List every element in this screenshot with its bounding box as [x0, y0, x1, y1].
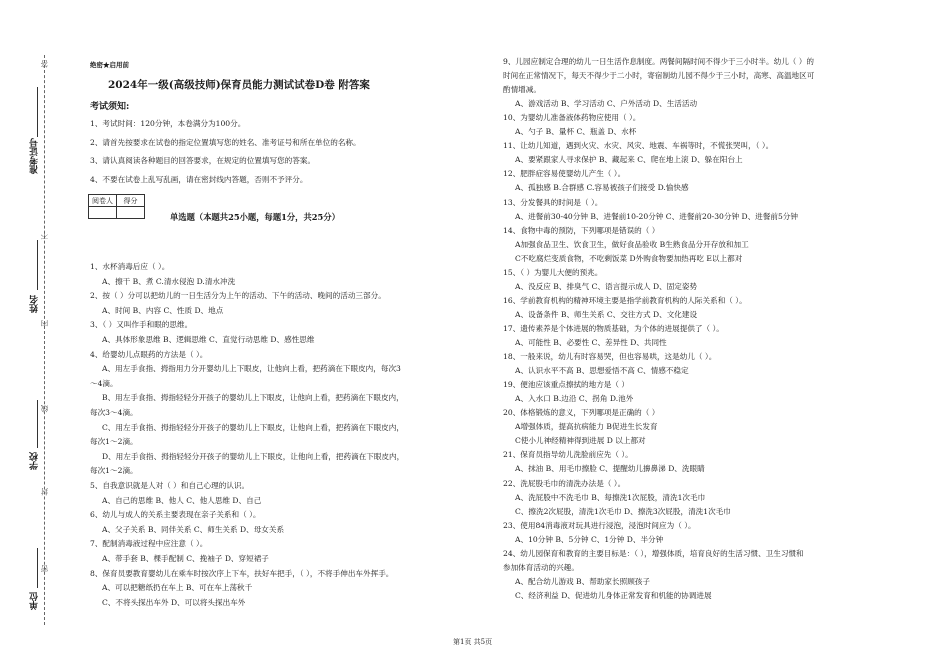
right-text-line: A、设备条件 B、师生关系 C、交往方式 D、文化建设	[515, 309, 698, 319]
right-text-line: 18、一般来说，幼儿有时容易哭，但也容易哄，这是幼儿（ ）。	[503, 352, 717, 362]
left-text-line: 每次1～2滴。	[90, 437, 138, 447]
margin-mark-5: 封	[40, 488, 49, 496]
right-text-line: C、经济利益 D、促进幼儿身体正常发育和机能的协调进展	[515, 590, 712, 600]
right-text-line: 21、保育员指导幼儿洗脸前应先（ ）。	[503, 450, 633, 460]
right-text-line: A、抹油 B、用毛巾擦脸 C、提醒幼儿擤鼻涕 D、洗眼睛	[515, 464, 705, 474]
right-text-line: 13、分发餐具的时间是（ ）。	[503, 197, 603, 207]
margin-mark-6: 密	[40, 565, 49, 573]
right-text-line: 14、食物中毒的预防，下列哪项是错误的（ ）	[503, 225, 660, 235]
right-text-line: 10、为婴幼儿准备液体药物应使用（ ）。	[503, 113, 641, 123]
left-text-line: B、用左手食指、拇指轻轻分开孩子的婴幼儿上下眼皮，让他向上看，把药滴在下眼皮内，	[102, 393, 404, 403]
right-text-line: 17、遗传素养是个体进展的物质基础，为个体的进展提供了（ ）。	[503, 323, 724, 333]
reviewer-blank[interactable]	[89, 207, 117, 219]
left-text-line: A、具体形象思维 B、逻辑思维 C、直觉行动思维 D、感性思维	[102, 335, 315, 344]
right-text-line: 时间在正常情况下，每天不得少于二小时，寄宿制幼儿园不得少于三小时，高寒、高温地区可	[503, 71, 815, 81]
right-text-line: A、游戏活动 B、学习活动 C、户外活动 D、生活活动	[515, 99, 698, 109]
left-text-line: 4、给婴幼儿点眼药的方法是（ ）。	[90, 349, 208, 359]
notice-item: 4、不要在试卷上乱写乱画，请在密封线内答题，否则不予评分。	[90, 174, 308, 184]
left-text-line: 7、配制消毒液过程中应注意（ ）。	[90, 539, 208, 549]
left-text-line: A、用左手食指、拇指用力分开婴幼儿上下眼皮，让他向上看，把药滴在下眼皮内，每次3	[102, 364, 401, 374]
right-text-line: 24、幼儿园保育和教育的主要目标是：（ ），增强体质，培育良好的生活习惯、卫生习惯和	[503, 548, 804, 558]
right-text-line: 22、洗屁股毛巾的清洗办法是（ ）。	[503, 478, 626, 488]
right-text-line: C使小儿神经精神得到进展 D 以上都对	[515, 436, 646, 446]
unit-label: 单位	[30, 592, 40, 610]
name-label: 姓名	[30, 295, 40, 313]
right-text-line: A、入水口 B.边沿 C、拐角 D.池外	[515, 394, 634, 404]
left-text-line: 每次1～2滴。	[90, 466, 138, 476]
score-cell: 得分	[117, 195, 145, 207]
page-title: 2024年一级(高级技师)保育员能力测试试卷D卷 附答案	[108, 79, 370, 91]
unit-fill-line	[37, 548, 38, 588]
left-text-line: A、父子关系 B、同伴关系 C、师生关系 D、母女关系	[102, 524, 285, 534]
right-text-line: 16、学前教育机构的精神环境主要是指学前教育机构的人际关系和（ ）。	[503, 295, 747, 305]
exam-number-fill-line	[37, 87, 38, 137]
notice-item: 1、考试时间：120分钟，本卷满分为100分。	[90, 119, 246, 128]
left-text-line: A、时间 B、内容 C、性质 D、地点	[102, 305, 224, 315]
left-text-line: 5、自我意识就是人对（ ）和自己心理的认识。	[90, 481, 250, 490]
secret-mark: 绝密★启用前	[90, 61, 129, 69]
left-text-line: 8、保育员要教育婴幼儿在乘车时按次序上下车，扶好车把手，（ ），不将手伸出车外挥手。	[90, 568, 394, 578]
page-footer: 第1页 共5页	[453, 638, 493, 646]
margin-mark-1: 答	[40, 60, 49, 68]
left-text-line: C、用左手食指、拇指轻轻分开孩子的婴幼儿上下眼皮，让他向上看，把药滴在下眼皮内，	[102, 422, 404, 432]
right-text-line: 9、儿园应制定合理的幼儿一日生活作息制度。两餐间隔时间不得少于三小时半。幼儿（ ）的	[503, 57, 814, 66]
right-text-line: C、擦洗2次屁股，清洗1次毛巾 D、擦洗3次屁股，清洗1次毛巾	[515, 506, 731, 516]
right-text-line: A、要紧跟家人寻求保护 B、藏起来 C、爬在地上滚 D、躲在阳台上	[515, 155, 743, 165]
right-text-line: A、孤独感 B.合群感 C.容易被孩子们接受 D.愉快感	[515, 183, 689, 193]
right-text-line: A增强体质，提高抗病能力 B促进生长发育	[515, 422, 658, 432]
left-text-line: 每次3～4滴。	[90, 408, 138, 417]
left-text-line: 6、幼儿与成人的关系主要表现在亲子关系和（ ）。	[90, 510, 261, 520]
right-text-line: 参加体育活动的兴趣。	[503, 562, 579, 572]
right-text-line: A、没反应 B、排臭气 C、语言提示成人 D、固定姿势	[515, 281, 698, 291]
notice-title: 考试须知:	[90, 102, 130, 112]
left-text-line: A、自己的思维 B、他人 C、他人思维 D、自己	[102, 495, 262, 505]
section-title: 单选题（本题共25小题，每题1分，共25分）	[170, 212, 340, 222]
reviewer-cell: 阅卷人	[89, 195, 117, 207]
notice-item: 2、请首先按要求在试卷的指定位置填写您的姓名、准考证号和所在单位的名称。	[90, 137, 361, 147]
right-text-line: 20、体格锻炼的意义，下列哪项是正确的（ ）	[503, 408, 660, 418]
margin-mark-4: 线	[40, 405, 49, 413]
left-text-line: C、不将头探出车外 D、可以将头探出车外	[102, 597, 246, 607]
right-text-line: A、认识水平不高 B、思想爱悟不高 C、情感不稳定	[515, 366, 689, 376]
score-table	[88, 194, 145, 219]
margin-mark-3: 内	[40, 320, 49, 328]
right-text-line: A、配合幼儿游戏 B、帮助家长照顾孩子	[515, 576, 650, 586]
left-text-line: A、擦干 B、煮 C.清水侵泡 D.清水冲洗	[102, 276, 236, 286]
school-label: 学校	[30, 452, 40, 470]
exam-number-label: 准考证号	[30, 138, 40, 174]
right-text-line: 23、使用84消毒液对玩具进行浸泡，浸泡时间应为（ ）。	[503, 520, 696, 530]
right-text-line: C不吃腐烂变质食物，不吃剩饭菜 D外购食物要加热再吃 E以上都对	[515, 253, 743, 263]
notice-item: 3、请认真阅读各种题目的回答要求，在规定的位置填写您的答案。	[90, 156, 316, 165]
left-text-line: 1、水杯消毒后应（ ）。	[90, 262, 170, 271]
left-text-line: D、用左手食指、拇指轻轻分开孩子的婴幼儿上下眼皮，让他向上看，把药滴在下眼皮内，	[102, 451, 405, 461]
score-blank[interactable]	[117, 207, 145, 219]
right-text-line: A、可能性 B、必要性 C、差异性 D、共同性	[515, 338, 667, 347]
right-text-line: A、10分钟 B、5分钟 C、1分钟 D、半分钟	[515, 534, 664, 544]
right-text-line: A、洗屁股中不洗毛巾 B、每擦洗1次屁股，清洗1次毛巾	[515, 492, 706, 502]
right-text-line: 15、（ ）为婴儿大便的预兆。	[503, 267, 603, 277]
right-text-line: A、进餐前30-40分钟 B、进餐前10-20分钟 C、进餐前20-30分钟 D、进餐前5分钟	[515, 211, 798, 221]
right-text-line: 11、让幼儿知道，遇到火灾、水灾、风灾、地震、车祸等时，不慌张哭叫，（ ）。	[503, 141, 774, 151]
margin-mark-2: 不	[40, 232, 49, 240]
left-text-line: ～4滴。	[90, 378, 118, 388]
left-text-line: 2、按（ ）分可以把幼儿的一日生活分为上午的活动、下午的活动、晚间的活动三部分。	[90, 291, 386, 301]
name-fill-line	[37, 240, 38, 290]
right-text-line: A、勺子 B、量杯 C、瓶盖 D、水杯	[515, 127, 637, 137]
right-text-line: A加强食品卫生、饮食卫生，做好食品验收 B生熟食品分开存放和加工	[515, 239, 749, 249]
left-text-line: A、带手套 B、棵手配制 C、挽袖子 D、穿短裙子	[102, 554, 269, 563]
right-text-line: 酌情增减。	[503, 85, 541, 95]
right-text-line: 19、便池应该重点擦拭的地方是（ ）	[503, 380, 629, 390]
right-text-line: 12、肥胖症容易使婴幼儿产生（ ）。	[503, 169, 626, 179]
left-text-line: 3、（ ）又叫作手和眼的思维。	[90, 320, 193, 330]
seal-dashed-line	[44, 55, 45, 625]
school-fill-line	[37, 400, 38, 448]
left-text-line: A、可以把糖纸扔在车上 B、可在车上荡秋千	[102, 583, 253, 593]
